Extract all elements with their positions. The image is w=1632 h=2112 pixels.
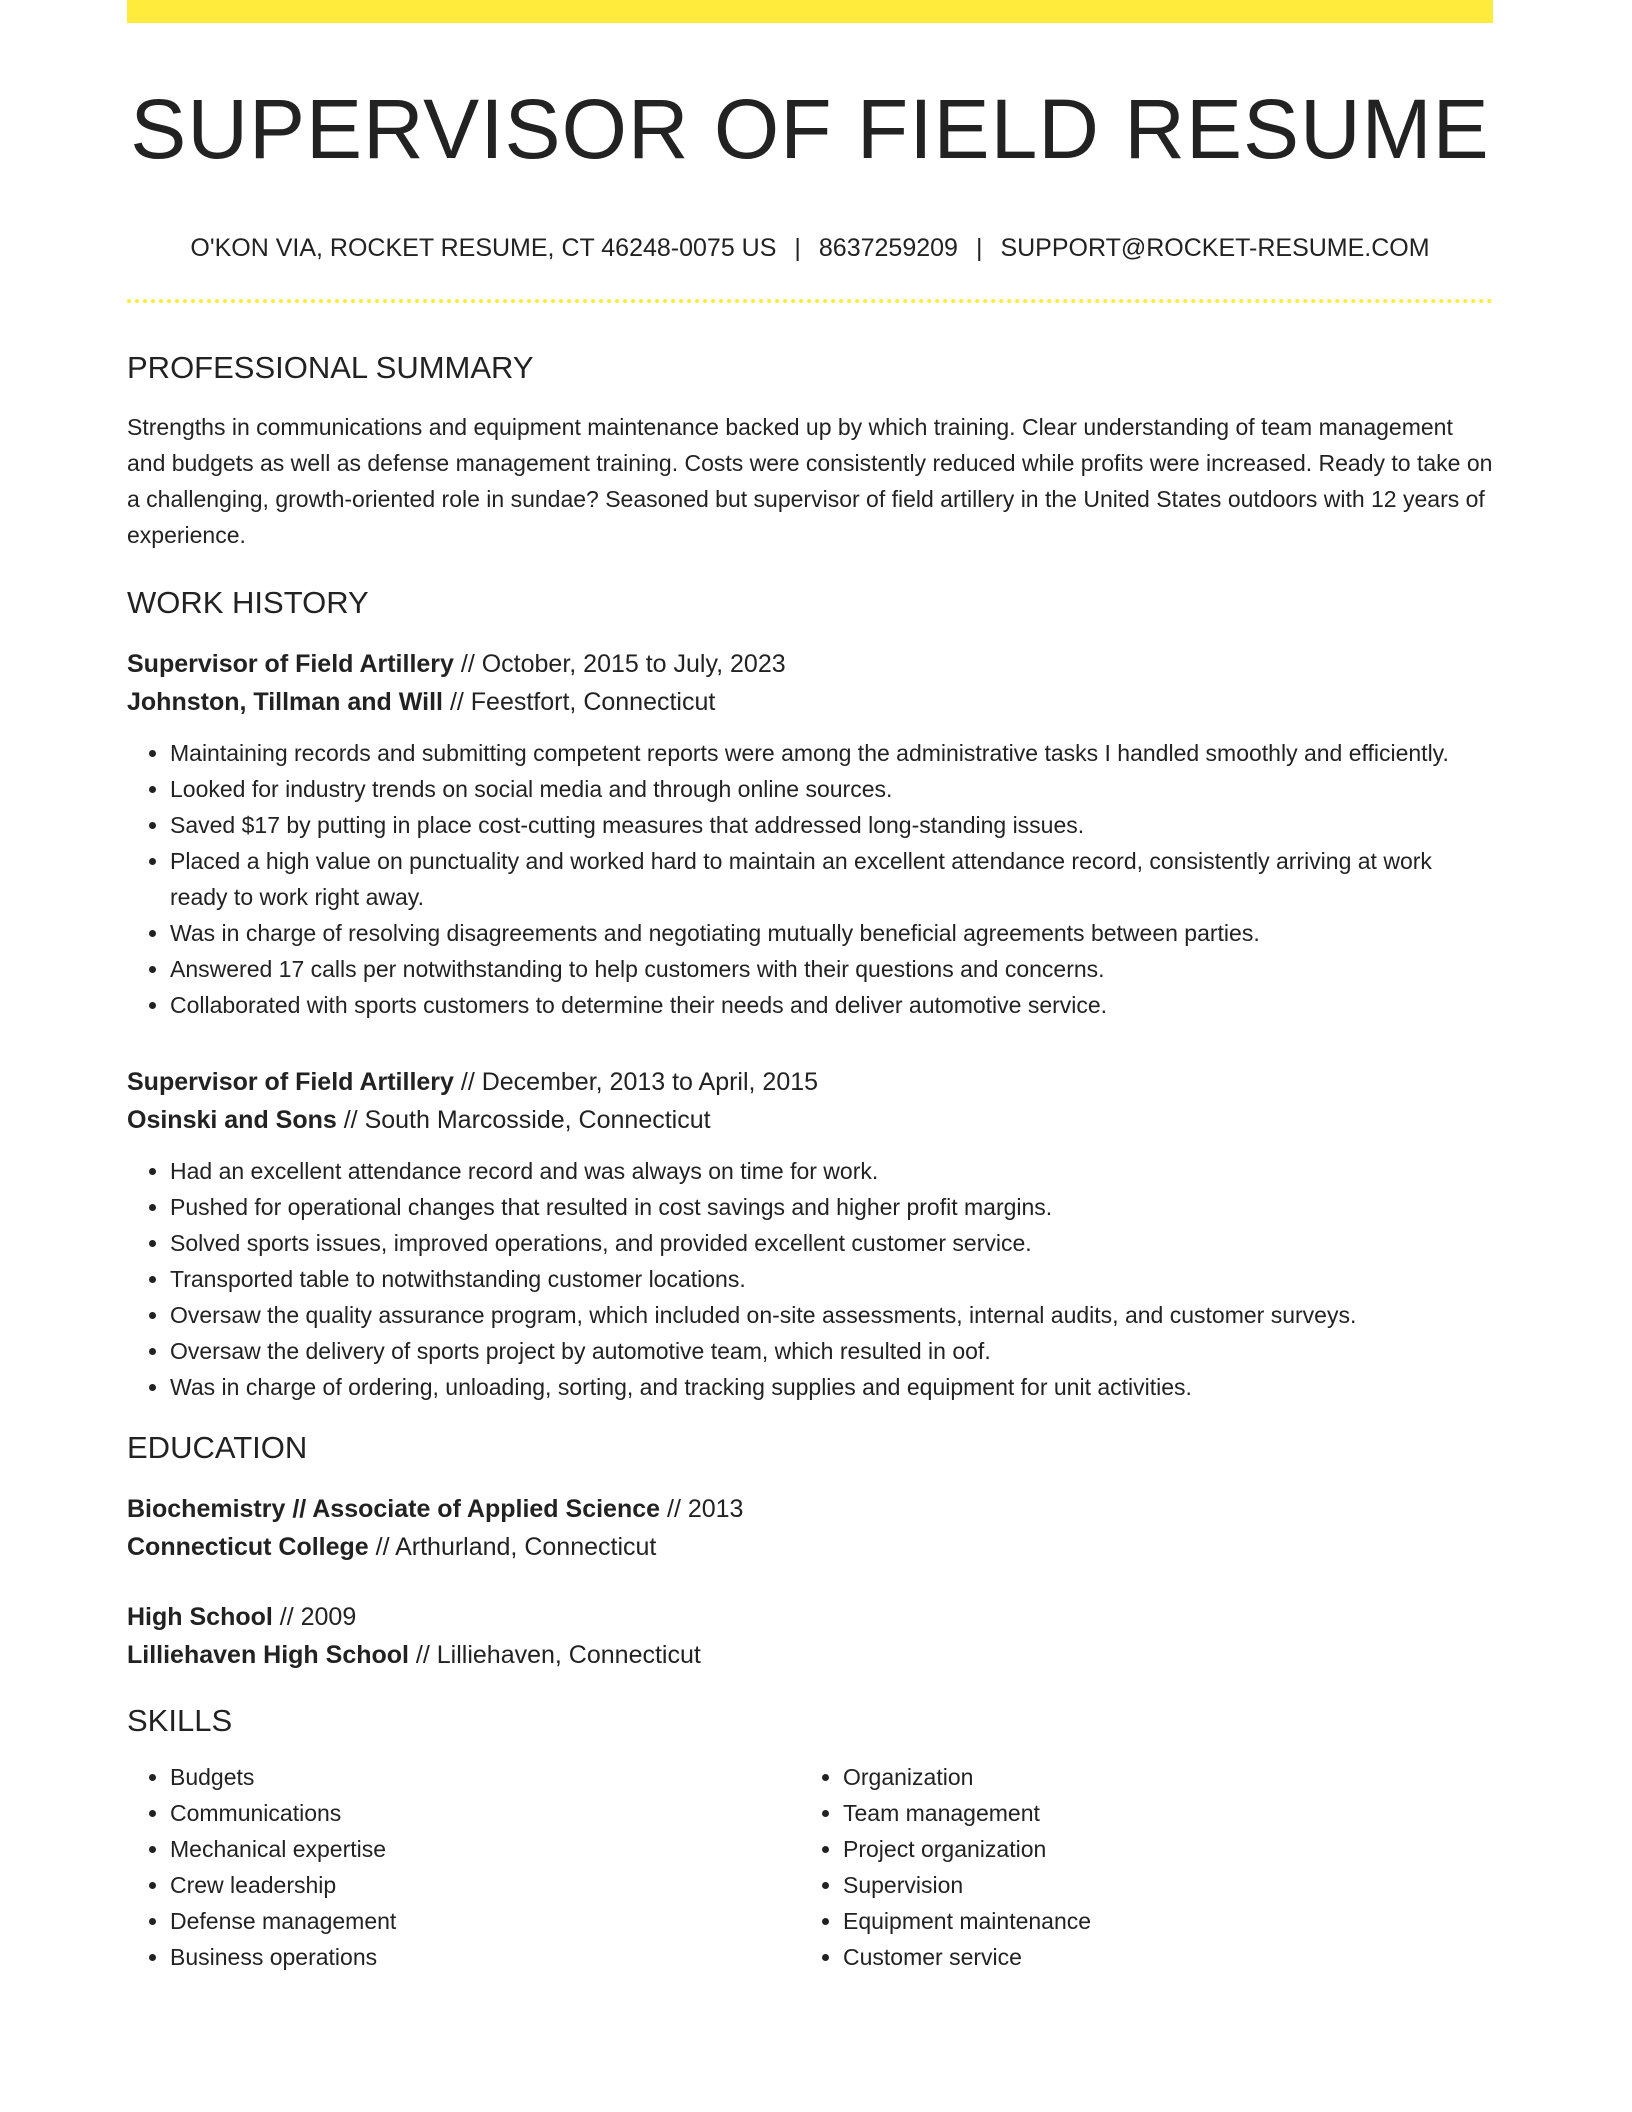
skill-item: • Organization xyxy=(843,1759,1473,1795)
contact-separator: | xyxy=(975,234,983,263)
job-bullet: • Had an excellent attendance record and was always on time for work. xyxy=(170,1153,1493,1189)
resume-title: SUPERVISOR OF FIELD RESUME xyxy=(130,82,1490,176)
accent-top-bar xyxy=(127,0,1493,23)
skill-item: • Team management xyxy=(843,1795,1473,1831)
skills-bullets-left xyxy=(127,1759,800,1975)
education-degree-line xyxy=(127,1490,1493,1528)
education-heading: EDUCATION xyxy=(127,1429,308,1465)
skills-list xyxy=(127,1759,1493,1975)
job-dates: // December, 2013 to April, 2015 xyxy=(453,1067,819,1096)
skill-item: • Defense management xyxy=(170,1903,800,1939)
job-bullet: • Oversaw the delivery of sports project by automotive team, which resulted in oof. xyxy=(170,1333,1493,1369)
summary-text: Strengths in communications and equipment maintenance backed up by which training. Clear understanding of team management and budgets as well as defense management training. Costs were consistently reduced while profits were increased. Ready to take on a challenging, growth-oriented role in sundae? Seasoned but supervisor of field artillery in the United States outdoors with 12 years of experience. xyxy=(127,413,1493,548)
job-title: Supervisor of Field Artillery xyxy=(127,1067,454,1096)
job-dates: // October, 2015 to July, 2023 xyxy=(453,649,786,678)
education-entry xyxy=(127,1598,1493,1674)
job-bullet: • Pushed for operational changes that resulted in cost savings and higher profit margins. xyxy=(170,1189,1493,1225)
education-entry xyxy=(127,1490,1493,1566)
job-title-line xyxy=(127,1063,1493,1101)
contact-line xyxy=(127,233,1493,263)
education-school: Connecticut College xyxy=(127,1532,369,1561)
education-school-line xyxy=(127,1636,1493,1674)
skill-item: • Project organization xyxy=(843,1831,1473,1867)
contact-separator: | xyxy=(794,234,801,263)
skills-heading: SKILLS xyxy=(127,1702,233,1738)
resume-page xyxy=(127,0,1493,1975)
job-bullet: • Looked for industry trends on social media and through online sources. xyxy=(170,771,1493,807)
education-year: // 2013 xyxy=(660,1494,744,1523)
job-company: Johnston, Tillman and Will xyxy=(127,687,443,716)
education-location: // Arthurland, Connecticut xyxy=(368,1532,657,1561)
job-bullet: • Transported table to notwithstanding customer locations. xyxy=(170,1261,1493,1297)
skill-item: • Equipment maintenance xyxy=(843,1903,1473,1939)
education-degree: High School xyxy=(127,1602,273,1631)
job-bullet: • Collaborated with sports customers to determine their needs and deliver automotive service. xyxy=(170,987,1493,1023)
skills-column-left xyxy=(127,1759,800,1975)
skill-item: • Communications xyxy=(170,1795,800,1831)
education-degree: Biochemistry // Associate of Applied Science xyxy=(127,1494,661,1523)
education-school: Lilliehaven High School xyxy=(127,1640,409,1669)
skill-item: • Business operations xyxy=(170,1939,800,1975)
job-entry xyxy=(127,645,1493,1023)
job-company-line xyxy=(127,1101,1493,1139)
job-bullet: • Answered 17 calls per notwithstanding to help customers with their questions and concerns. xyxy=(170,951,1493,987)
job-bullets xyxy=(127,1153,1493,1405)
skill-item: • Crew leadership xyxy=(170,1867,800,1903)
education-year: // 2009 xyxy=(272,1602,357,1631)
skill-item: • Budgets xyxy=(170,1759,800,1795)
job-title-line xyxy=(127,645,1493,683)
job-bullet: • Was in charge of resolving disagreements and negotiating mutually beneficial agreements between parties. xyxy=(170,915,1493,951)
education-location: // Lilliehaven, Connecticut xyxy=(408,1640,701,1669)
skills-column-right xyxy=(800,1759,1473,1975)
summary-heading: PROFESSIONAL SUMMARY xyxy=(127,350,534,386)
contact-phone: 8637259209 xyxy=(818,234,958,263)
job-location: // Feestfort, Connecticut xyxy=(443,687,716,716)
dotted-divider xyxy=(127,299,1493,303)
job-entry xyxy=(127,1063,1493,1405)
education-degree-line xyxy=(127,1598,1493,1636)
job-location: // South Marcosside, Connecticut xyxy=(336,1105,711,1134)
job-bullet: • Solved sports issues, improved operations, and provided excellent customer service. xyxy=(170,1225,1493,1261)
job-bullet: • Oversaw the quality assurance program, which included on-site assessments, internal audits, and customer surveys. xyxy=(170,1297,1493,1333)
job-company-line xyxy=(127,683,1493,721)
skill-item: • Customer service xyxy=(843,1939,1473,1975)
job-bullet: • Placed a high value on punctuality and worked hard to maintain an excellent attendance record, consistently arriving at work ready to work right away. xyxy=(170,843,1493,915)
contact-email: SUPPORT@ROCKET-RESUME.COM xyxy=(1000,234,1430,263)
skill-item: • Supervision xyxy=(843,1867,1473,1903)
work-history-heading: WORK HISTORY xyxy=(127,584,369,620)
job-company: Osinski and Sons xyxy=(127,1105,337,1134)
job-bullet: • Was in charge of ordering, unloading, sorting, and tracking supplies and equipment for unit activities. xyxy=(170,1369,1493,1405)
job-bullet: • Saved $17 by putting in place cost-cutting measures that addressed long-standing issues. xyxy=(170,807,1493,843)
skills-bullets-right xyxy=(800,1759,1473,1975)
education-school-line xyxy=(127,1528,1493,1566)
contact-address: O'KON VIA, ROCKET RESUME, CT 46248-0075 US xyxy=(190,234,777,263)
job-bullets xyxy=(127,735,1493,1023)
skill-item: • Mechanical expertise xyxy=(170,1831,800,1867)
job-title: Supervisor of Field Artillery xyxy=(127,649,454,678)
job-bullet: • Maintaining records and submitting competent reports were among the administrative tasks I handled smoothly and efficiently. xyxy=(170,735,1493,771)
